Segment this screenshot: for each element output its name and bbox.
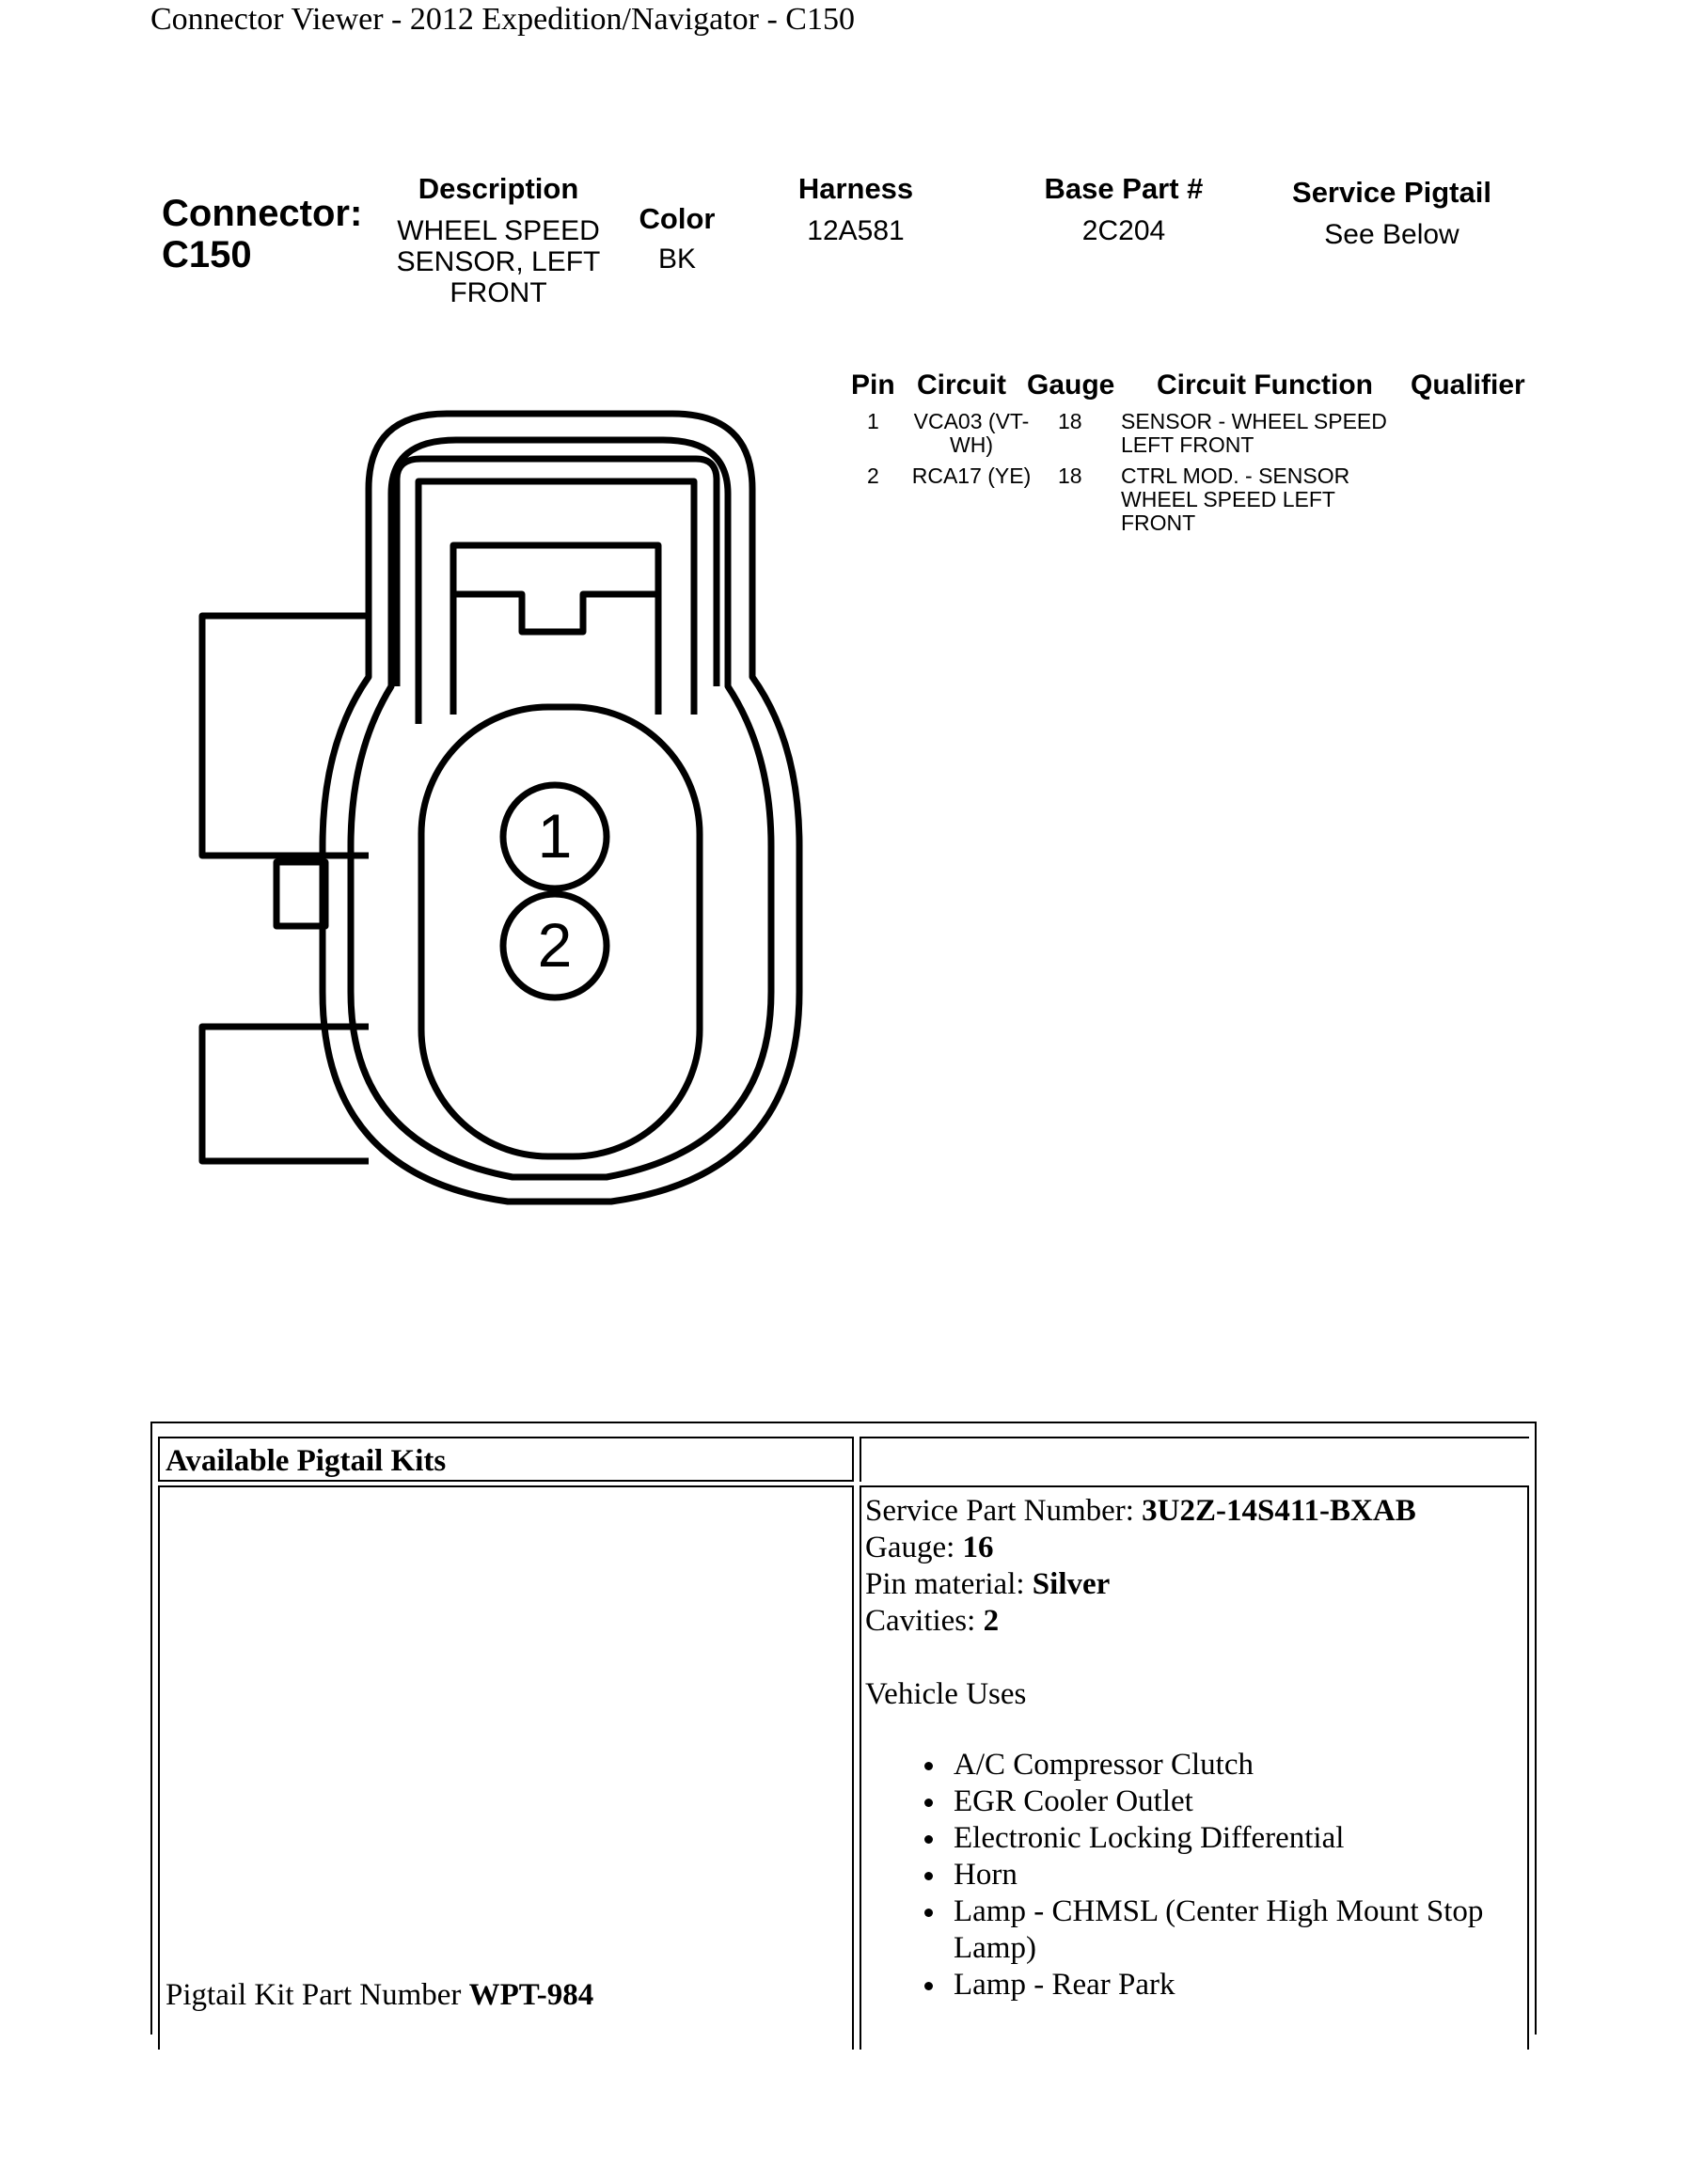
description-line3: FRONT [450,277,547,308]
vehicle-use-item: • Electronic Locking Differential [948,1820,1512,1857]
connector-face-drawing [188,404,828,1213]
pin-material-value: Silver [1032,1567,1111,1601]
pin-row-2-function [1121,464,1349,535]
pin-header: Pin [851,369,895,401]
pigtail-kit-label: Pigtail Kit Part Number [166,1978,462,2012]
pin-material-label: Pin material: [865,1567,1025,1601]
pin-row-2-pin: 2 [867,464,879,488]
pigtail-kit-part-number [166,1978,593,2013]
connector-latch-outer [397,459,717,686]
harness-block [771,172,940,246]
base-part-value: 2C204 [1081,215,1166,246]
color-header: Color [639,202,716,235]
connector-side-tab-upper [202,616,369,856]
pin-row-1-function [1121,410,1387,457]
circuit-function-header: Circuit Function [1157,369,1373,401]
pin-row-2-gauge: 18 [1058,464,1082,488]
color-value: BK [657,244,697,275]
qualifier-header: Qualifier [1411,369,1525,401]
pin-row-1-function-line1: SENSOR - WHEEL SPEED [1121,409,1387,433]
vehicle-use-item: • A/C Compressor Clutch [948,1747,1512,1783]
connector-side-key [276,862,325,926]
gauge-header: Gauge [1027,369,1115,401]
base-part-block [1016,172,1232,246]
color-block [621,202,734,275]
pigtail-heading: Available Pigtail Kits [166,1444,447,1478]
pigtail-kit-cell [158,1485,854,2050]
pin-material [865,1566,1110,1603]
circuit-header: Circuit [917,369,1007,401]
connector-label-line1: Connector: [162,193,363,234]
connector-latch-frame [418,481,694,724]
cavities-label: Cavities: [865,1604,976,1638]
pigtail-details-cell [860,1485,1529,2050]
pin-row-2-circuit [901,464,1042,488]
pin-row-2-circuit-line1: RCA17 (YE) [911,464,1032,488]
cavities-value: 2 [983,1604,1000,1638]
pin-row-2-function-line1: CTRL MOD. - SENSOR [1121,464,1350,488]
page-title: Connector Viewer - 2012 Expedition/Navigator - C150 [150,2,855,37]
pin-1-label: 1 [537,801,573,871]
connector-label [162,193,362,275]
pigtail-heading-cell [158,1437,854,1482]
vehicle-use-item: • Lamp - CHMSL (Center High Mount Stop Lamp) [948,1893,1512,1967]
vehicle-uses-list [914,1747,1512,2003]
pin-row-1-circuit-line2: WH) [950,432,993,457]
service-pigtail-header: Service Pigtail [1292,176,1491,209]
vehicle-use-item: • EGR Cooler Outlet [948,1783,1512,1820]
connector-latch-notch [453,594,658,632]
description-header: Description [418,172,579,205]
pigtail-heading-right-cell [860,1437,1529,1482]
pin-row-1-pin: 1 [867,409,879,433]
connector-id: C150 [162,234,252,275]
service-pigtail-block [1270,176,1514,250]
pin-row-1-gauge: 18 [1058,409,1082,433]
vehicle-use-item: • Lamp - Rear Park [948,1967,1512,2003]
pin-2-label: 2 [537,910,573,980]
pigtail-kit-number: WPT-984 [468,1978,594,2012]
harness-value: 12A581 [807,215,905,246]
pigtail-gauge [865,1530,994,1566]
harness-header: Harness [797,172,914,205]
pin-row-1-circuit [901,410,1042,457]
pin-row-2-function-line2: WHEEL SPEED LEFT [1121,487,1335,511]
pin-row-1-circuit-line1: VCA03 (VT- [913,409,1030,433]
description-line1: WHEEL SPEED [397,215,600,246]
pigtail-gauge-label: Gauge: [865,1531,955,1564]
base-part-header: Base Part # [1044,172,1204,205]
vehicle-use-item: • Horn [948,1857,1512,1893]
cavities [865,1603,999,1640]
pigtail-kits-table [150,1422,1537,2035]
description-block [376,172,621,308]
service-part-value: 3U2Z-14S411-BXAB [1142,1494,1416,1528]
pigtail-gauge-value: 16 [962,1531,994,1564]
vehicle-uses-label: Vehicle Uses [865,1677,1027,1711]
pin-row-2-function-line3: FRONT [1121,511,1196,535]
service-part-label: Service Part Number: [865,1494,1134,1528]
description-line2: SENSOR, LEFT [396,246,601,277]
service-part-number [865,1493,1416,1530]
pin-row-1-function-line2: LEFT FRONT [1121,432,1254,457]
service-pigtail-value: See Below [1324,219,1459,250]
